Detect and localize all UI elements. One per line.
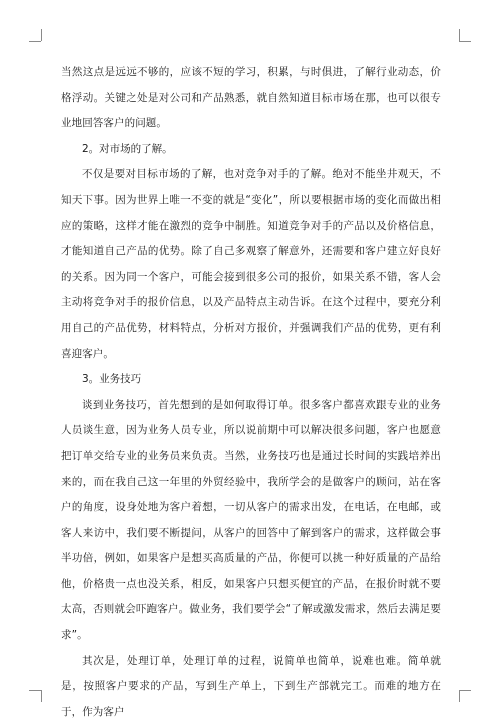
- document-body: [61, 60, 441, 725]
- paragraph-business-skills: 谈到业务技巧，首先想到的是如何取得订单。很多客户都喜欢跟专业的业务人员谈生意，因为业务人员专业，所以说前期中可以解决很多问题，客户也愿意把订单交给专业的业务员来负责。当然，业务技巧也是通过长时间的实践培养出来的，而在我自己这一年里的外贸经验中，我所学会的是做客户的顾问，站在客户的角度，设身处地为客户着想，一切从客户的需求出发，在电话，在电邮，或客人来访中，我们要不断提问，从客户的回答中了解到客户的需求，这样做会事半功倍，例如，如果客户是想买高质量的产品，你便可以挑一种好质量的产品给他，价格贵一点也没关系，相反，如果客户只想买便宜的产品，在报价时就不要太高，否则就会吓跑客户。做业务，我们要学会“了解或激发需求，然后去满足要求”。: [61, 398, 441, 642]
- crop-mark-bottom-right-v: [459, 690, 460, 702]
- paragraph-order-handling: 其次是，处理订单，处理订单的过程，说简单也简单，说难也难。简单就是，按照客户要求的产品，写到生产单上，下到生产部就完工。而难的地方在于，作为客户: [61, 654, 441, 718]
- crop-mark-bottom-right-h: [459, 690, 471, 691]
- crop-mark-top-right-v: [459, 29, 460, 41]
- paragraph-continuation: 当然这点是远远不够的，应该不短的学习，积累，与时俱进，了解行业动态，价格浮动。关键之处是对公司和产品熟悉，就自然知道目标市场在那，也可以很专业地回答客户的问题。: [61, 66, 441, 130]
- crop-mark-top-right-h: [459, 41, 471, 42]
- paragraph-market-knowledge: 不仅是要对目标市场的了解，也对竞争对手的了解。绝对不能坐井观天，不知天下事。因为世界上唯一不变的就是“变化”，所以要根据市场的变化而做出相应的策略，这样才能在激烈的竞争中制胜。知道竞争对手的产品以及价格信息，才能知道自己产品的优势。除了自己多观察了解意外，还需要和客户建立好良好的关系。因为同一个客户，可能会接到很多公司的报价，如果关系不错，客人会主动将竞争对手的报价信息，以及产品特点主动告诉。在这个过程中，要充分利用自己的产品优势，材料特点，分析对方报价，并强调我们产品的优势，更有利喜迎客户。: [61, 168, 441, 360]
- section-heading-market: 2。对市场的了解。: [82, 142, 173, 155]
- section-heading-skills: 3。业务技巧: [82, 373, 142, 386]
- crop-mark-top-left-v: [41, 29, 42, 41]
- crop-mark-bottom-left-h: [29, 690, 41, 691]
- crop-mark-top-left-h: [29, 41, 41, 42]
- crop-mark-bottom-left-v: [41, 690, 42, 702]
